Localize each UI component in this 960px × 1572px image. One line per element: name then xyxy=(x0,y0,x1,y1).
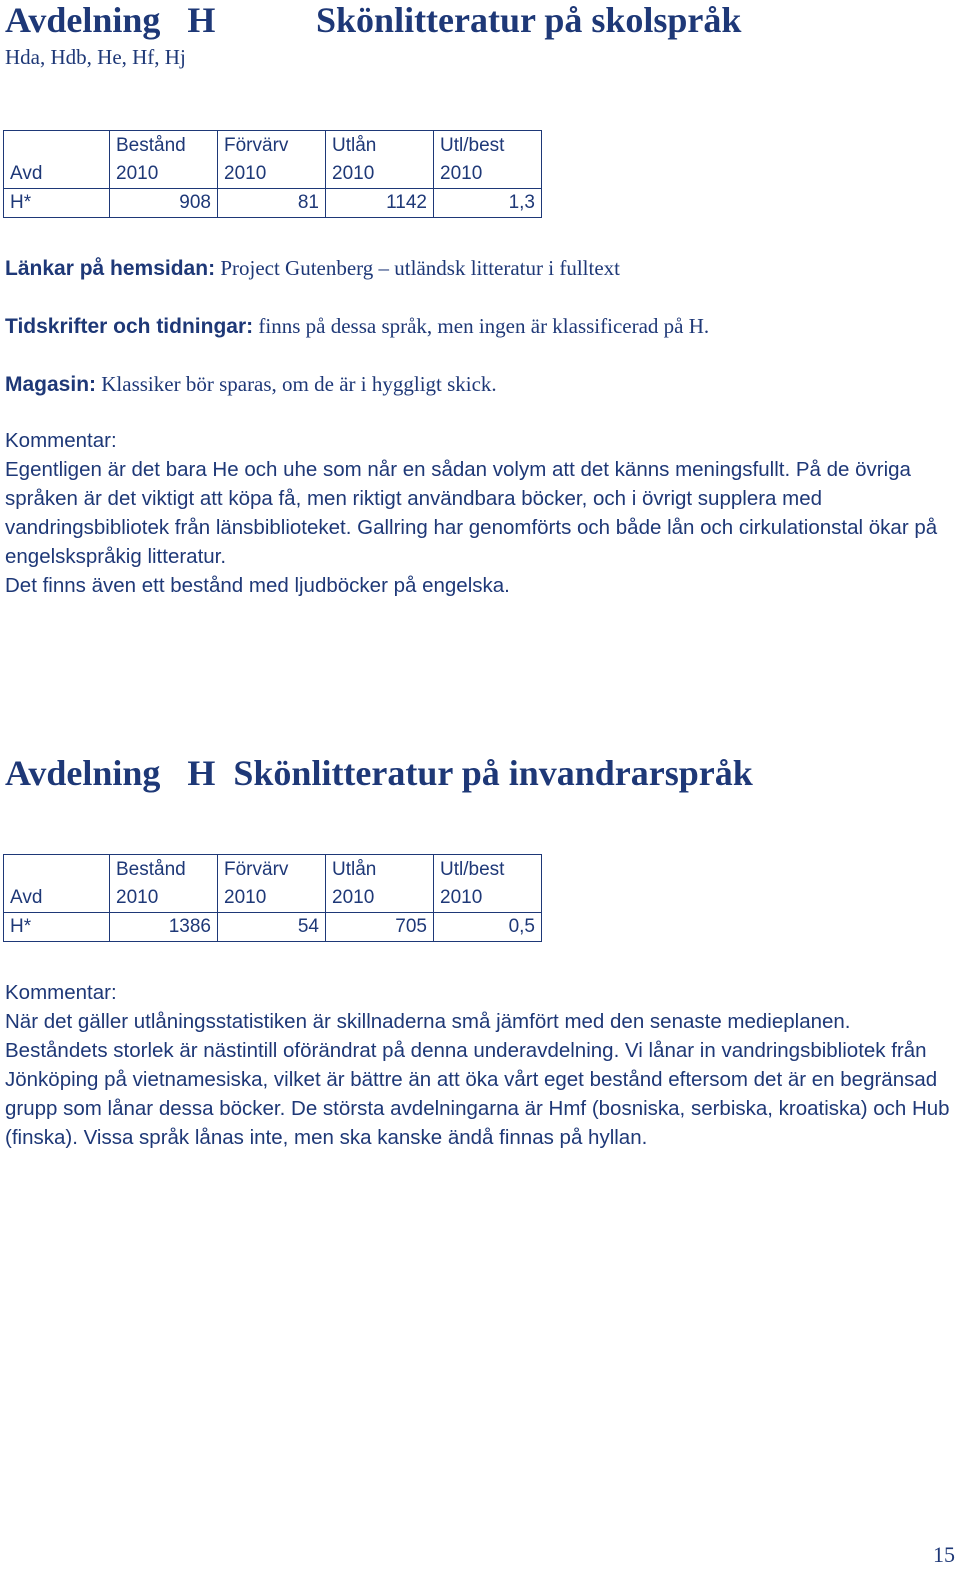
section1-stats-table xyxy=(3,130,542,218)
cell-utlan: 1142 xyxy=(326,189,434,218)
header-line: 2010 xyxy=(332,887,375,908)
header-forvarv xyxy=(218,131,326,189)
section1-title-left: Avdelning H xyxy=(5,0,216,40)
header-forvarv xyxy=(218,855,326,913)
header-line: 2010 xyxy=(224,163,267,184)
journals-text: finns på dessa språk, men ingen är klassificerad på H. xyxy=(253,314,710,338)
comment-text: När det gäller utlåningsstatistiken är skillnaderna små jämfört med den senaste medieplanen. Beståndets storlek är nästintill oförändrat på denna underavdelning. Vi lånar in vandringsbibliotek från Jönköping på vietnamesiska, vilket är bättre än att öka vårt eget bestånd eftersom det är en begränsad grupp som lånar dessa böcker. De största avdelningarna är Hmf (bosniska, serbiska, kroatiska) och Hub (finska). Vissa språk lånas inte, men ska kanske ändå finnas på hyllan. xyxy=(5,1010,950,1149)
header-utlbest xyxy=(434,855,542,913)
header-line: Förvärv xyxy=(224,135,289,156)
section1-comment xyxy=(5,426,950,600)
header-line: Avd xyxy=(10,163,43,184)
cell-forvarv: 81 xyxy=(218,189,326,218)
header-line: Utl/best xyxy=(440,135,505,156)
header-line: 2010 xyxy=(116,887,159,908)
cell-avd: H* xyxy=(4,913,110,942)
header-line: Avd xyxy=(10,887,43,908)
cell-bestand: 908 xyxy=(110,189,218,218)
comment-label: Kommentar: xyxy=(5,981,117,1004)
header-line: 2010 xyxy=(440,163,483,184)
header-line: Bestånd xyxy=(116,859,186,880)
storage-text: Klassiker bör sparas, om de är i hyggligt skick. xyxy=(96,372,497,396)
header-line: Förvärv xyxy=(224,859,289,880)
comment-text-extra: Det finns även ett bestånd med ljudböcker på engelska. xyxy=(5,574,510,597)
header-utlan xyxy=(326,855,434,913)
header-avd xyxy=(4,855,110,913)
section2-title: Avdelning H Skönlitteratur på invandrarspråk xyxy=(5,753,753,793)
header-line: 2010 xyxy=(440,887,483,908)
comment-text: Egentligen är det bara He och uhe som når en sådan volym att det känns meningsfullt. På de övriga språken är det viktigt att köpa få, men riktigt användbara böcker, och i övrigt supplera med vandringsbibliotek från länsbiblioteket. Gallring har genomförts och både lån och cirkulationstal ökar på engelskspråkig litteratur. xyxy=(5,458,938,568)
storage-line xyxy=(5,371,497,398)
storage-label: Magasin: xyxy=(5,373,97,396)
cell-bestand: 1386 xyxy=(110,913,218,942)
header-line: Utlån xyxy=(332,859,377,880)
cell-forvarv: 54 xyxy=(218,913,326,942)
table-row xyxy=(4,913,542,942)
cell-avd: H* xyxy=(4,189,110,218)
links-label: Länkar på hemsidan: xyxy=(5,257,216,280)
page-number: 15 xyxy=(933,1542,955,1567)
section1-title-right: Skönlitteratur på skolspråk xyxy=(316,0,742,40)
links-text: Project Gutenberg – utländsk litteratur i fulltext xyxy=(215,256,620,280)
header-line: 2010 xyxy=(224,887,267,908)
cell-utlbest: 0,5 xyxy=(434,913,542,942)
journals-label: Tidskrifter och tidningar: xyxy=(5,315,254,338)
table-header-row xyxy=(4,855,542,913)
header-utlbest xyxy=(434,131,542,189)
section2-comment xyxy=(5,978,950,1152)
header-line: Utlån xyxy=(332,135,377,156)
section1-subtitle: Hda, Hdb, He, Hf, Hj xyxy=(5,45,186,69)
header-bestand xyxy=(110,131,218,189)
links-line xyxy=(5,255,620,282)
table-header-row xyxy=(4,131,542,189)
header-line: Utl/best xyxy=(440,859,505,880)
header-utlan xyxy=(326,131,434,189)
cell-utlan: 705 xyxy=(326,913,434,942)
journals-line xyxy=(5,313,709,340)
header-avd xyxy=(4,131,110,189)
section2-stats-table xyxy=(3,854,542,942)
header-line: 2010 xyxy=(116,163,159,184)
table-row xyxy=(4,189,542,218)
comment-label: Kommentar: xyxy=(5,429,117,452)
header-line: Bestånd xyxy=(116,135,186,156)
header-bestand xyxy=(110,855,218,913)
header-line: 2010 xyxy=(332,163,375,184)
cell-utlbest: 1,3 xyxy=(434,189,542,218)
